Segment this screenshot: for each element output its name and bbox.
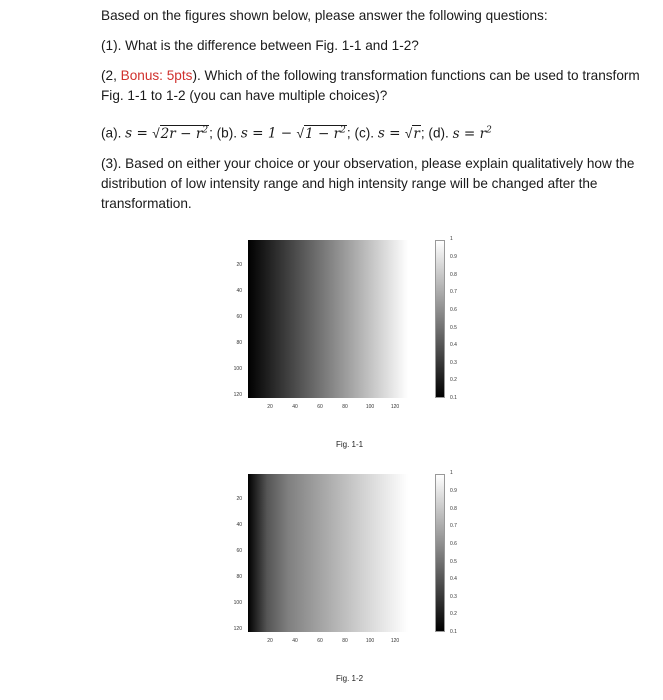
colorbar-tick: 1 bbox=[450, 236, 453, 242]
choice-d-lhs: $s = r^2$ bbox=[452, 125, 492, 142]
colorbar bbox=[435, 240, 445, 398]
x-tick: 120 bbox=[390, 638, 400, 644]
sqrt-icon: √ bbox=[296, 125, 304, 141]
colorbar-tick: 0.1 bbox=[450, 629, 457, 635]
choice-d-exponent: 2 bbox=[486, 125, 492, 135]
choices-line bbox=[101, 120, 641, 144]
colorbar-tick: 0.6 bbox=[450, 541, 457, 547]
colorbar-tick: 1 bbox=[450, 470, 453, 476]
colorbar-tick: 0.4 bbox=[450, 342, 457, 348]
colorbar-tick: 0.7 bbox=[450, 289, 457, 295]
colorbar-tick: 0.9 bbox=[450, 488, 457, 494]
x-tick: 20 bbox=[267, 638, 273, 644]
q2-prefix: (2, bbox=[101, 68, 121, 83]
choice-c-label: ; (c). bbox=[346, 125, 378, 141]
colorbar-tick: 0.2 bbox=[450, 377, 457, 383]
choice-b-radicand: $1 - r^2$ bbox=[304, 125, 346, 142]
colorbar-tick: 0.8 bbox=[450, 506, 457, 512]
gradient-image bbox=[248, 240, 408, 398]
colorbar-tick: 0.8 bbox=[450, 272, 457, 278]
choice-b-exponent: 2 bbox=[340, 125, 346, 135]
choice-a-radicand: $2r - r^2$ bbox=[160, 125, 209, 142]
choice-a-label: (a). bbox=[101, 125, 126, 141]
x-tick: 120 bbox=[390, 404, 400, 410]
x-tick: 100 bbox=[365, 638, 375, 644]
colorbar-tick: 0.9 bbox=[450, 254, 457, 260]
y-tick: 100 bbox=[233, 366, 242, 372]
x-tick: 60 bbox=[317, 638, 323, 644]
colorbar-tick: 0.6 bbox=[450, 307, 457, 313]
y-tick: 60 bbox=[236, 314, 242, 320]
y-tick: 120 bbox=[233, 392, 242, 398]
choice-b-lhs: s = 1 − bbox=[240, 125, 297, 142]
sqrt-icon: √ bbox=[404, 125, 413, 141]
x-tick: 60 bbox=[317, 404, 323, 410]
y-tick: 80 bbox=[236, 340, 242, 346]
x-tick: 40 bbox=[292, 404, 298, 410]
colorbar-tick: 0.2 bbox=[450, 611, 457, 617]
figure-1-2 bbox=[226, 468, 466, 683]
y-tick: 20 bbox=[236, 262, 242, 268]
colorbar-tick: 0.7 bbox=[450, 523, 457, 529]
bonus-label: Bonus: 5pts bbox=[120, 68, 193, 83]
question-2 bbox=[101, 66, 641, 106]
sqrt-icon: √ bbox=[152, 125, 160, 141]
y-tick: 100 bbox=[233, 600, 242, 606]
colorbar-tick: 0.3 bbox=[450, 594, 457, 600]
intro-text: Based on the figures shown below, please answer the following questions: bbox=[101, 8, 548, 23]
choice-d-label: ; (d). bbox=[420, 125, 453, 141]
y-tick: 120 bbox=[233, 626, 242, 632]
choice-c-lhs: s = bbox=[377, 125, 405, 142]
y-tick: 40 bbox=[236, 288, 242, 294]
x-tick: 40 bbox=[292, 638, 298, 644]
question-1: (1). What is the difference between Fig. 1-1 and 1-2? bbox=[101, 38, 419, 53]
choice-a-exponent: 2 bbox=[202, 125, 209, 135]
choice-b-label: ; (b). bbox=[209, 125, 241, 141]
colorbar-tick: 0.5 bbox=[450, 559, 457, 565]
colorbar-tick: 0.1 bbox=[450, 395, 457, 401]
x-tick: 100 bbox=[365, 404, 375, 410]
y-tick: 80 bbox=[236, 574, 242, 580]
choice-a-lhs: s = bbox=[125, 125, 153, 142]
x-tick: 80 bbox=[342, 638, 348, 644]
y-tick: 60 bbox=[236, 548, 242, 554]
y-tick: 40 bbox=[236, 522, 242, 528]
x-tick: 80 bbox=[342, 404, 348, 410]
colorbar-tick: 0.5 bbox=[450, 325, 457, 331]
y-tick: 20 bbox=[236, 496, 242, 502]
colorbar-tick: 0.3 bbox=[450, 360, 457, 366]
figure-caption: Fig. 1-2 bbox=[336, 674, 364, 683]
gradient-image bbox=[248, 474, 408, 632]
figure-1-1 bbox=[226, 234, 466, 449]
q2-rest: ). Which of the following transformation functions can be used to transform Fig. 1-1 to 1-2 (you can have multiple choices)? bbox=[101, 68, 640, 103]
colorbar-tick: 0.4 bbox=[450, 576, 457, 582]
choice-c-radicand: r bbox=[413, 125, 420, 142]
question-3: (3). Based on either your choice or your observation, please explain qualitatively how the distribution of low intensity range and high intensity range will be changed after the transformation. bbox=[101, 156, 635, 211]
figure-caption: Fig. 1-1 bbox=[336, 440, 364, 449]
colorbar bbox=[435, 474, 445, 632]
x-tick: 20 bbox=[267, 404, 273, 410]
